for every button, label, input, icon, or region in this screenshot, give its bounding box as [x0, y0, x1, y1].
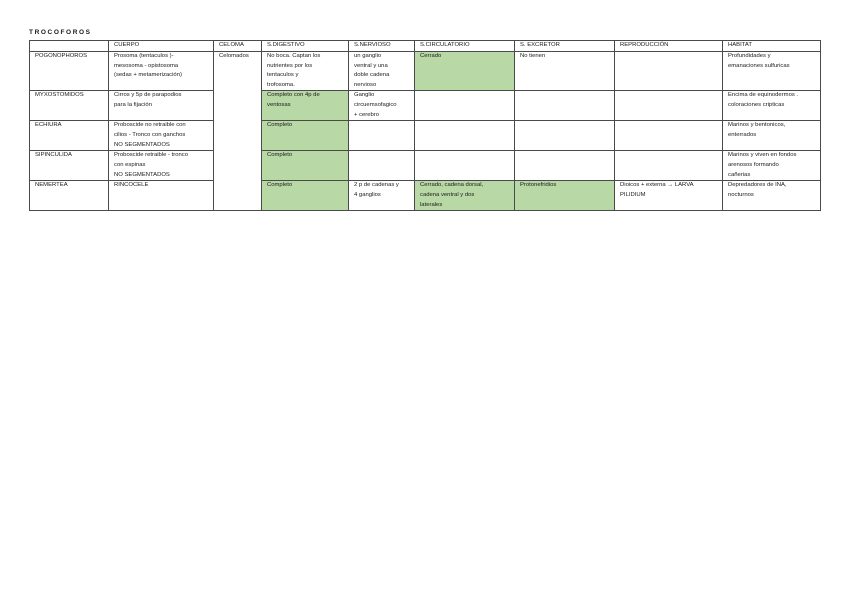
cell-circulatorio: [415, 121, 515, 151]
cell-reproduccion: [615, 52, 723, 91]
cell-line: 2 p de cadenas y: [354, 182, 399, 189]
cell-line: arenosos formando: [728, 161, 779, 168]
document-title: TROCOFOROS: [29, 29, 92, 36]
cell-name: [30, 91, 109, 121]
cell-habitat: [723, 181, 821, 211]
cell-line: Celomados: [219, 53, 249, 59]
cell-name: [30, 52, 109, 91]
cell-line: un ganglio: [354, 53, 382, 59]
cell-line: emanaciones sulfuricas: [728, 62, 790, 69]
header-excretor: S. EXCRETOR: [515, 41, 615, 52]
cell-reproduccion: [615, 121, 723, 151]
cell-line: ECHIURA: [35, 122, 62, 129]
cell-line: tentaculos y: [267, 72, 299, 79]
cell-digestivo: [262, 121, 349, 151]
table-row: [30, 91, 821, 121]
cell-line: Encima de equinodermos .: [728, 92, 799, 99]
cell-celoma: [214, 52, 262, 211]
cell-nervioso: [349, 151, 415, 181]
cell-line: mesosoma - opistosoma: [114, 62, 179, 69]
cell-line: Cerrado, cadena dorsal,: [420, 182, 484, 189]
cell-line: No tienen: [520, 53, 546, 59]
cell-line: coloraciones cripticas: [728, 101, 785, 108]
cell-cuerpo: [109, 121, 214, 151]
cell-line: Proboscide no retraible con: [114, 122, 186, 129]
cell-line: Marinos y bentonicos,: [728, 122, 786, 129]
cell-line: ventral y una: [354, 62, 388, 69]
cell-line: Cirros y 5p de parapodios: [114, 92, 182, 99]
header-nervioso: S.NERVIOSO: [349, 41, 415, 52]
table-row: [30, 181, 821, 211]
cell-circulatorio: [415, 181, 515, 211]
cell-circulatorio: [415, 151, 515, 181]
table-row: [30, 121, 821, 151]
header-habitat: HABITAT: [723, 41, 821, 52]
header-cuerpo: CUERPO: [109, 41, 214, 52]
cell-line: NEMERTEA: [35, 182, 68, 189]
cell-cuerpo: [109, 181, 214, 211]
cell-line: Completo: [267, 152, 293, 159]
cell-line: cadena ventral y dos: [420, 191, 475, 198]
cell-excretor: [515, 121, 615, 151]
cell-line: No boca. Captan los: [267, 53, 321, 59]
cell-line: Dioicos + externa → LARVA: [620, 182, 694, 189]
header-circulatorio: S.CIRCULATORIO: [415, 41, 515, 52]
cell-cuerpo: [109, 151, 214, 181]
cell-reproduccion: [615, 151, 723, 181]
cell-line: Proboscide retraible - tronco: [114, 152, 188, 159]
cell-circulatorio: [415, 52, 515, 91]
cell-cuerpo: [109, 52, 214, 91]
cell-line: Completo: [267, 182, 293, 189]
cell-cuerpo: [109, 91, 214, 121]
cell-line: con espinas: [114, 161, 146, 168]
cell-line: Cerrado: [420, 53, 442, 59]
cell-line: nocturnos: [728, 191, 754, 198]
cell-digestivo: [262, 181, 349, 211]
table-row: [30, 52, 821, 91]
cell-digestivo: [262, 52, 349, 91]
cell-line: nervioso: [354, 81, 377, 88]
cell-digestivo: [262, 151, 349, 181]
cell-line: Marinos y viven en fondos: [728, 152, 797, 159]
cell-nervioso: [349, 91, 415, 121]
cell-reproduccion: [615, 91, 723, 121]
cell-line: doble cadena: [354, 72, 390, 79]
cell-reproduccion: [615, 181, 723, 211]
cell-name: [30, 121, 109, 151]
header-reproduccion: REPRODUCCIÓN: [615, 41, 723, 52]
cell-nervioso: [349, 52, 415, 91]
cell-line: circuemsofagico: [354, 101, 397, 108]
cell-line: enterrados: [728, 131, 757, 138]
cell-digestivo: [262, 91, 349, 121]
cell-line: + cerebro: [354, 111, 380, 118]
cell-habitat: [723, 91, 821, 121]
cell-line: Profundidades y: [728, 53, 771, 59]
header-name: [30, 41, 109, 52]
cell-line: RINCOCELE: [114, 182, 149, 189]
cell-nervioso: [349, 121, 415, 151]
cell-habitat: [723, 121, 821, 151]
cell-line: Protonefridios: [520, 182, 557, 189]
cell-line: Prosoma (tentaculos )-: [114, 53, 174, 59]
cell-line: cilios - Tronco con ganchos: [114, 131, 186, 138]
cell-line: Completo: [267, 122, 293, 129]
cell-line: MYXOSTOMIDOS: [35, 92, 84, 99]
cell-name: [30, 151, 109, 181]
cell-line: PILIDIUM: [620, 191, 646, 198]
cell-line: nutrientes por los: [267, 62, 313, 69]
cell-line: (sedas + metamerización): [114, 72, 182, 79]
cell-name: [30, 181, 109, 211]
cell-line: SIPINCULIDA: [35, 152, 72, 159]
header-celoma: CELOMA: [214, 41, 262, 52]
cell-excretor: [515, 151, 615, 181]
cell-line: trofosoma.: [267, 81, 295, 88]
cell-line: Depredadores de INA,: [728, 182, 787, 189]
cell-line: Ganglio: [354, 92, 375, 99]
cell-line: ventosas: [267, 101, 291, 108]
cell-line: Completo con 4p de: [267, 92, 320, 99]
cell-circulatorio: [415, 91, 515, 121]
cell-line: NO SEGMENTADOS: [114, 141, 170, 148]
cell-habitat: [723, 52, 821, 91]
cell-excretor: [515, 91, 615, 121]
header-row: [30, 41, 821, 52]
cell-line: NO SEGMENTADOS: [114, 171, 170, 178]
cell-excretor: [515, 52, 615, 91]
header-digestivo: S.DIGESTIVO: [262, 41, 349, 52]
trocoforos-table: [29, 40, 821, 211]
cell-line: 4 ganglios: [354, 191, 381, 198]
cell-nervioso: [349, 181, 415, 211]
table-row: [30, 151, 821, 181]
cell-line: POGONOPHOROS: [35, 53, 88, 59]
cell-line: para la fijación: [114, 101, 152, 108]
table-body: [30, 52, 821, 211]
cell-excretor: [515, 181, 615, 211]
cell-line: laterales: [420, 201, 443, 208]
cell-line: cañerias: [728, 171, 751, 178]
cell-habitat: [723, 151, 821, 181]
